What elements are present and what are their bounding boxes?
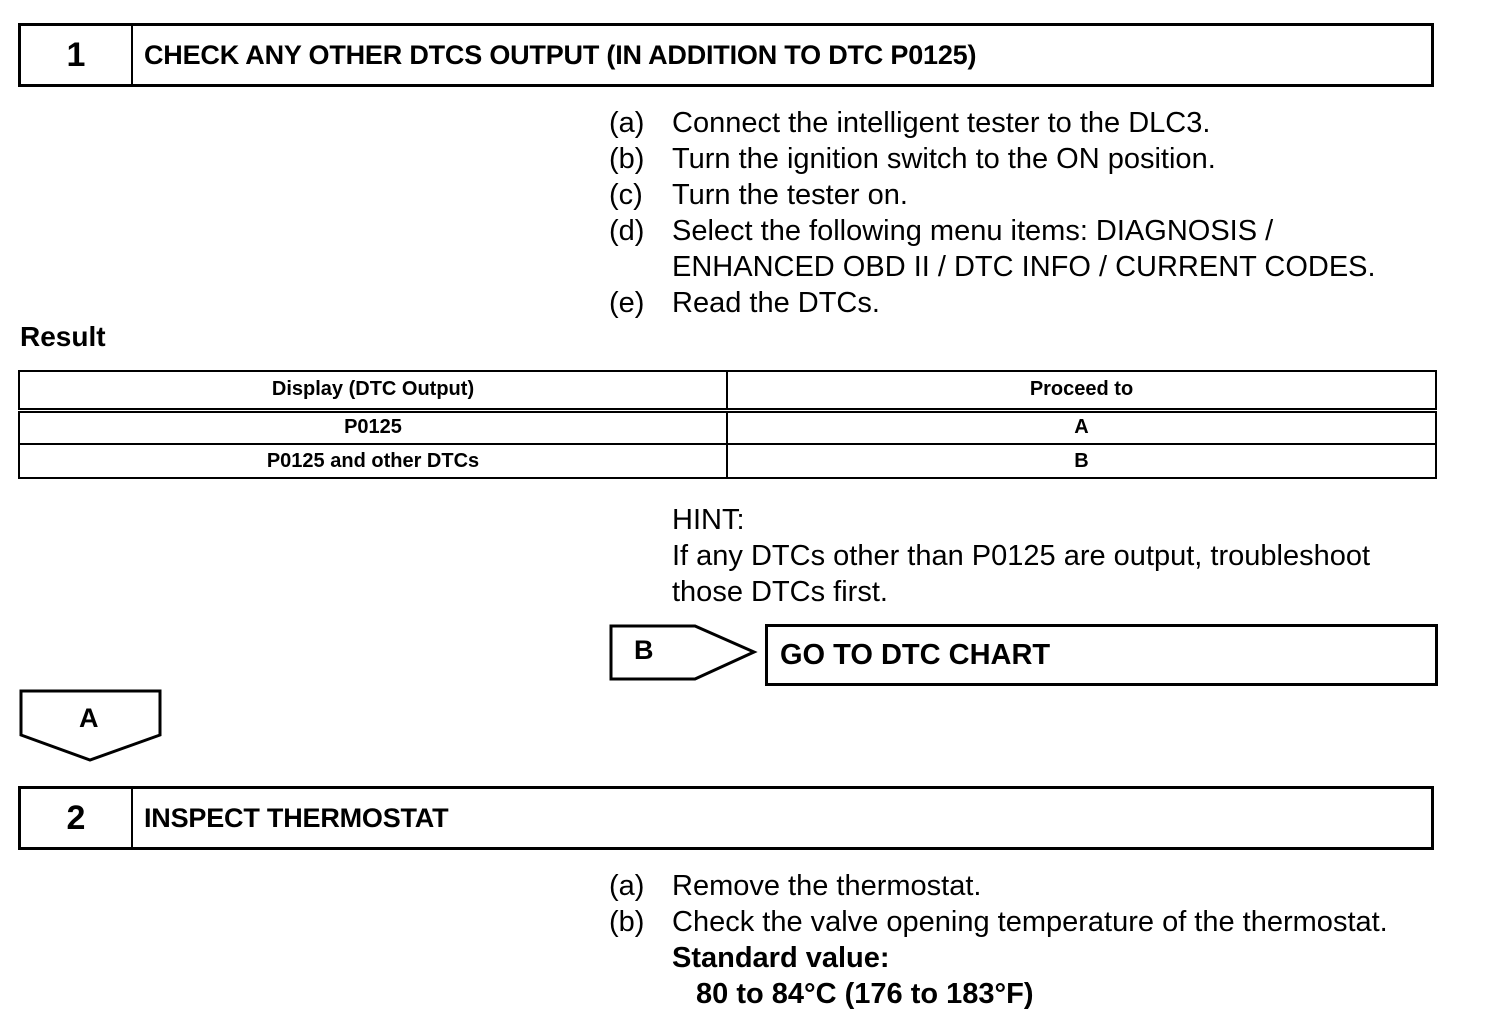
standard-label-row <box>609 940 1388 976</box>
table-cell: A <box>727 410 1436 444</box>
procedure-item: (a) Remove the thermostat. <box>609 870 982 902</box>
step-number: 1 <box>21 26 133 84</box>
procedure-item: (b) Turn the ignition switch to the ON position. <box>609 143 1216 175</box>
procedure-item: (d) Select the following menu items: DIAGNOSIS / ENHANCED OBD II / DTC INFO / CURRENT CODES. <box>609 215 1376 283</box>
step-1-header <box>18 23 1434 87</box>
branch-b-label: B <box>634 635 654 665</box>
table-row <box>19 444 1436 478</box>
step-title: INSPECT THERMOSTAT <box>144 802 449 833</box>
column-header: Display (DTC Output) <box>19 371 727 410</box>
procedure-item: (a) Connect the intelligent tester to the DLC3. <box>609 107 1211 139</box>
table-cell: B <box>727 444 1436 478</box>
go-to-dtc-chart-box[interactable]: GO TO DTC CHART <box>765 624 1438 686</box>
branch-b-arrow-icon <box>609 624 759 682</box>
step-title: CHECK ANY OTHER DTCS OUTPUT (IN ADDITION TO DTC P0125) <box>144 39 977 70</box>
standard-value-row <box>609 976 1388 1012</box>
table-row <box>19 410 1436 444</box>
procedure-item: (e) Read the DTCs. <box>609 287 880 319</box>
procedure-item: (c) Turn the tester on. <box>609 179 908 211</box>
procedure-item: (b) Check the valve opening temperature of the thermostat. <box>609 906 1388 938</box>
hint-line: those DTCs first. <box>672 576 888 608</box>
table-cell: P0125 and other DTCs <box>19 444 727 478</box>
hint <box>672 502 1370 610</box>
hint-line: If any DTCs other than P0125 are output, troubleshoot <box>672 540 1371 572</box>
result-label: Result <box>20 321 106 352</box>
hint-title: HINT: <box>672 504 745 536</box>
column-header: Proceed to <box>727 371 1436 410</box>
result-table <box>18 370 1437 479</box>
step-2-header <box>18 786 1434 850</box>
branch-a-label: A <box>79 703 99 733</box>
standard-value: 80 to 84°C (176 to 183°F) <box>696 978 1034 1010</box>
step-1-procedure <box>609 105 1376 321</box>
table-header-row <box>19 371 1436 410</box>
step-number: 2 <box>21 789 133 847</box>
standard-value-label: Standard value: <box>672 942 890 974</box>
step-2-procedure <box>609 868 1388 1012</box>
table-cell: P0125 <box>19 410 727 444</box>
